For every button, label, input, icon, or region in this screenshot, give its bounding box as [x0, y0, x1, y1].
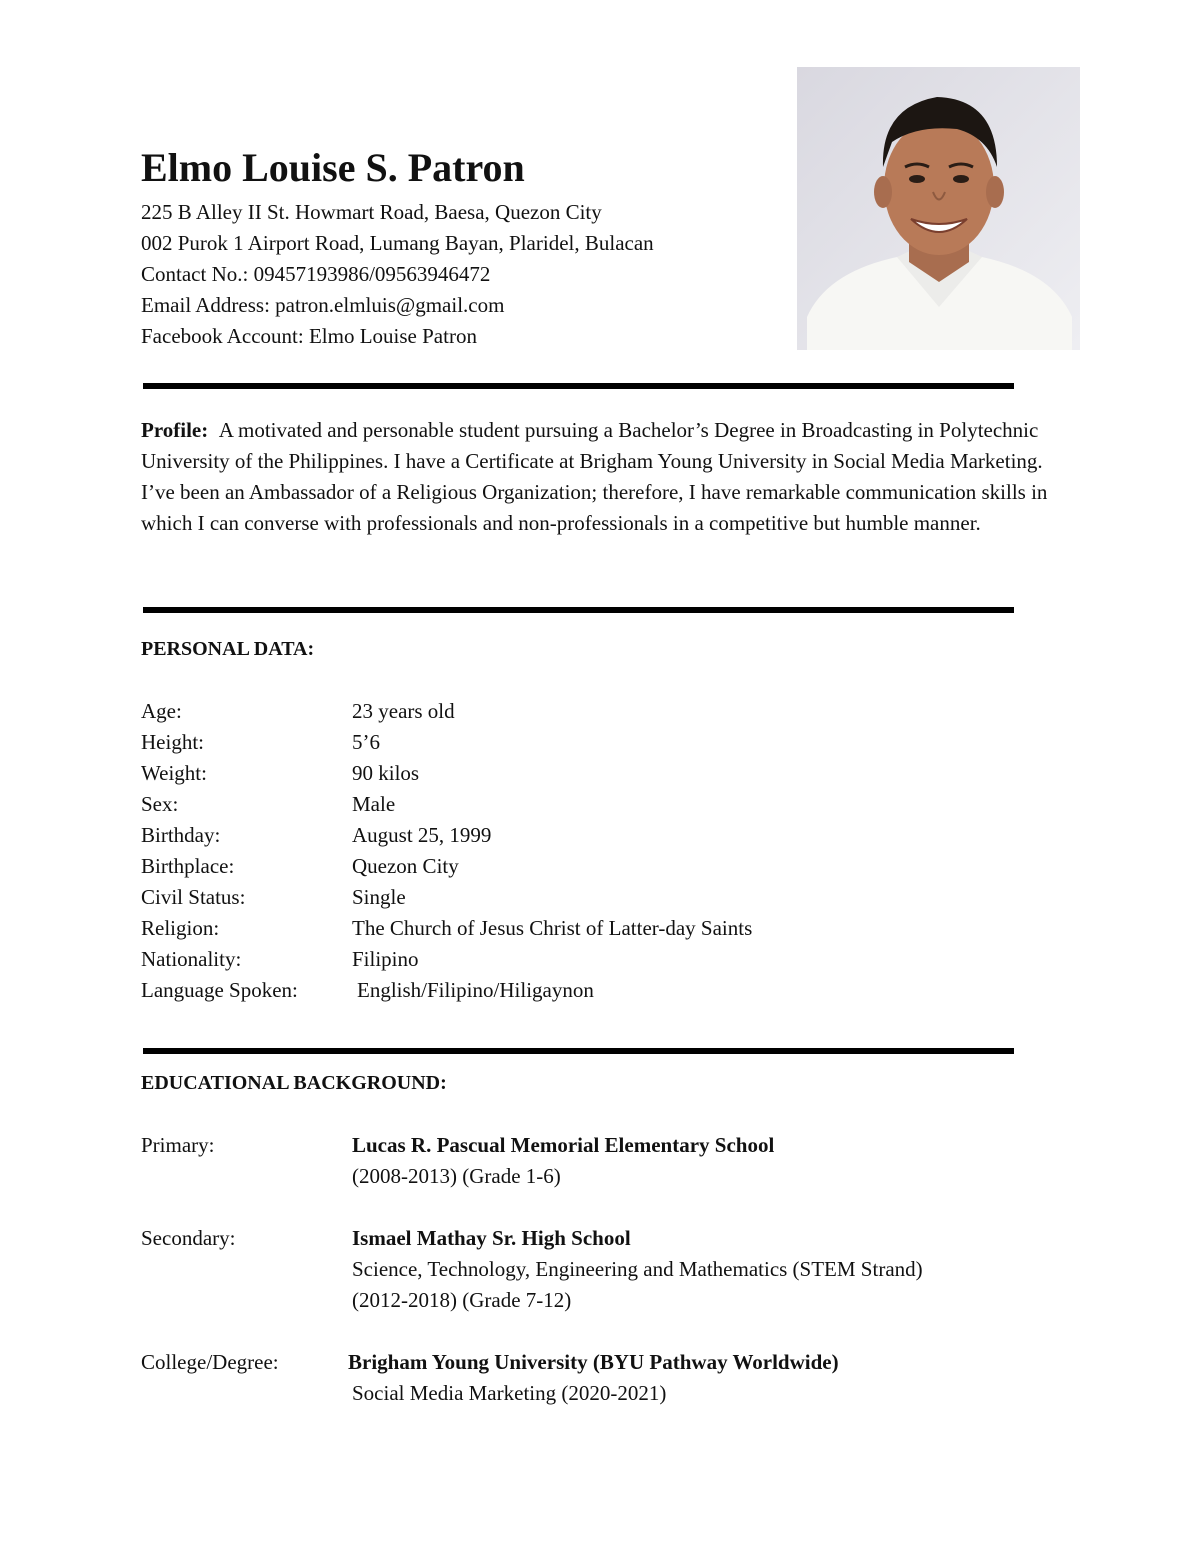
personal-data-value: 5’6	[352, 730, 380, 754]
address-line-2: 002 Purok 1 Airport Road, Lumang Bayan, Plaridel, Bulacan	[141, 231, 654, 255]
personal-data-value: The Church of Jesus Christ of Latter-day Saints	[352, 916, 753, 940]
education-college-detail: Social Media Marketing (2020-2021)	[352, 1381, 667, 1405]
personal-data-label: Birthday:	[141, 823, 221, 847]
personal-data-value: 90 kilos	[352, 761, 420, 785]
education-college-school: Brigham Young University (BYU Pathway Worldwide)	[348, 1350, 839, 1374]
education-primary-detail: (2008-2013) (Grade 1-6)	[352, 1164, 561, 1188]
education-secondary-detail: (2012-2018) (Grade 7-12)	[352, 1288, 572, 1312]
education-secondary-detail: Science, Technology, Engineering and Mathematics (STEM Strand)	[352, 1257, 923, 1281]
profile-photo	[797, 67, 1080, 350]
applicant-name: Elmo Louise S. Patron	[141, 145, 525, 190]
personal-data-label: Birthplace:	[141, 854, 235, 878]
personal-data-label: Civil Status:	[141, 885, 246, 909]
section-divider	[143, 383, 1014, 389]
facebook-account: Facebook Account: Elmo Louise Patron	[141, 324, 477, 348]
section-divider	[143, 1048, 1014, 1054]
address-line-1: 225 B Alley II St. Howmart Road, Baesa, Quezon City	[141, 200, 602, 224]
education-primary-school: Lucas R. Pascual Memorial Elementary School	[352, 1133, 775, 1157]
personal-data-value: Single	[352, 885, 406, 909]
contact-number: Contact No.: 09457193986/09563946472	[141, 262, 491, 286]
personal-data-value: Filipino	[352, 947, 419, 971]
personal-data-label: Height:	[141, 730, 204, 754]
education-primary-label: Primary:	[141, 1133, 215, 1157]
education-college-label: College/Degree:	[141, 1350, 279, 1374]
profile-text: A motivated and personable student pursuing a Bachelor’s Degree in Broadcasting in Polytechnic University of the Philippines. I have a Certificate at Brigham Young University in Social Media Marketing. I’ve been an Ambassador of a Religious Organization; therefore, I have remarkable communication skills in which I can converse with professionals and non-professionals in a competitive but humble manner.	[141, 418, 1048, 535]
profile-label: Profile:	[141, 418, 209, 442]
personal-data-value: 23 years old	[352, 699, 455, 723]
personal-data-label: Weight:	[141, 761, 207, 785]
email-address: Email Address: patron.elmluis@gmail.com	[141, 293, 505, 317]
personal-data-label: Age:	[141, 699, 182, 723]
education-secondary-label: Secondary:	[141, 1226, 236, 1250]
personal-data-value: English/Filipino/Hiligaynon	[357, 978, 594, 1002]
education-secondary-school: Ismael Mathay Sr. High School	[352, 1226, 631, 1250]
profile-paragraph	[141, 415, 1071, 539]
personal-data-value: Male	[352, 792, 396, 816]
section-divider	[143, 607, 1014, 613]
personal-data-label: Religion:	[141, 916, 220, 940]
education-title: EDUCATIONAL BACKGROUND:	[141, 1072, 447, 1094]
personal-data-label: Language Spoken:	[141, 978, 298, 1002]
personal-data-value: August 25, 1999	[352, 823, 492, 847]
personal-data-value: Quezon City	[352, 854, 459, 878]
personal-data-label: Nationality:	[141, 947, 242, 971]
personal-data-label: Sex:	[141, 792, 179, 816]
personal-data-title: PERSONAL DATA:	[141, 638, 315, 660]
